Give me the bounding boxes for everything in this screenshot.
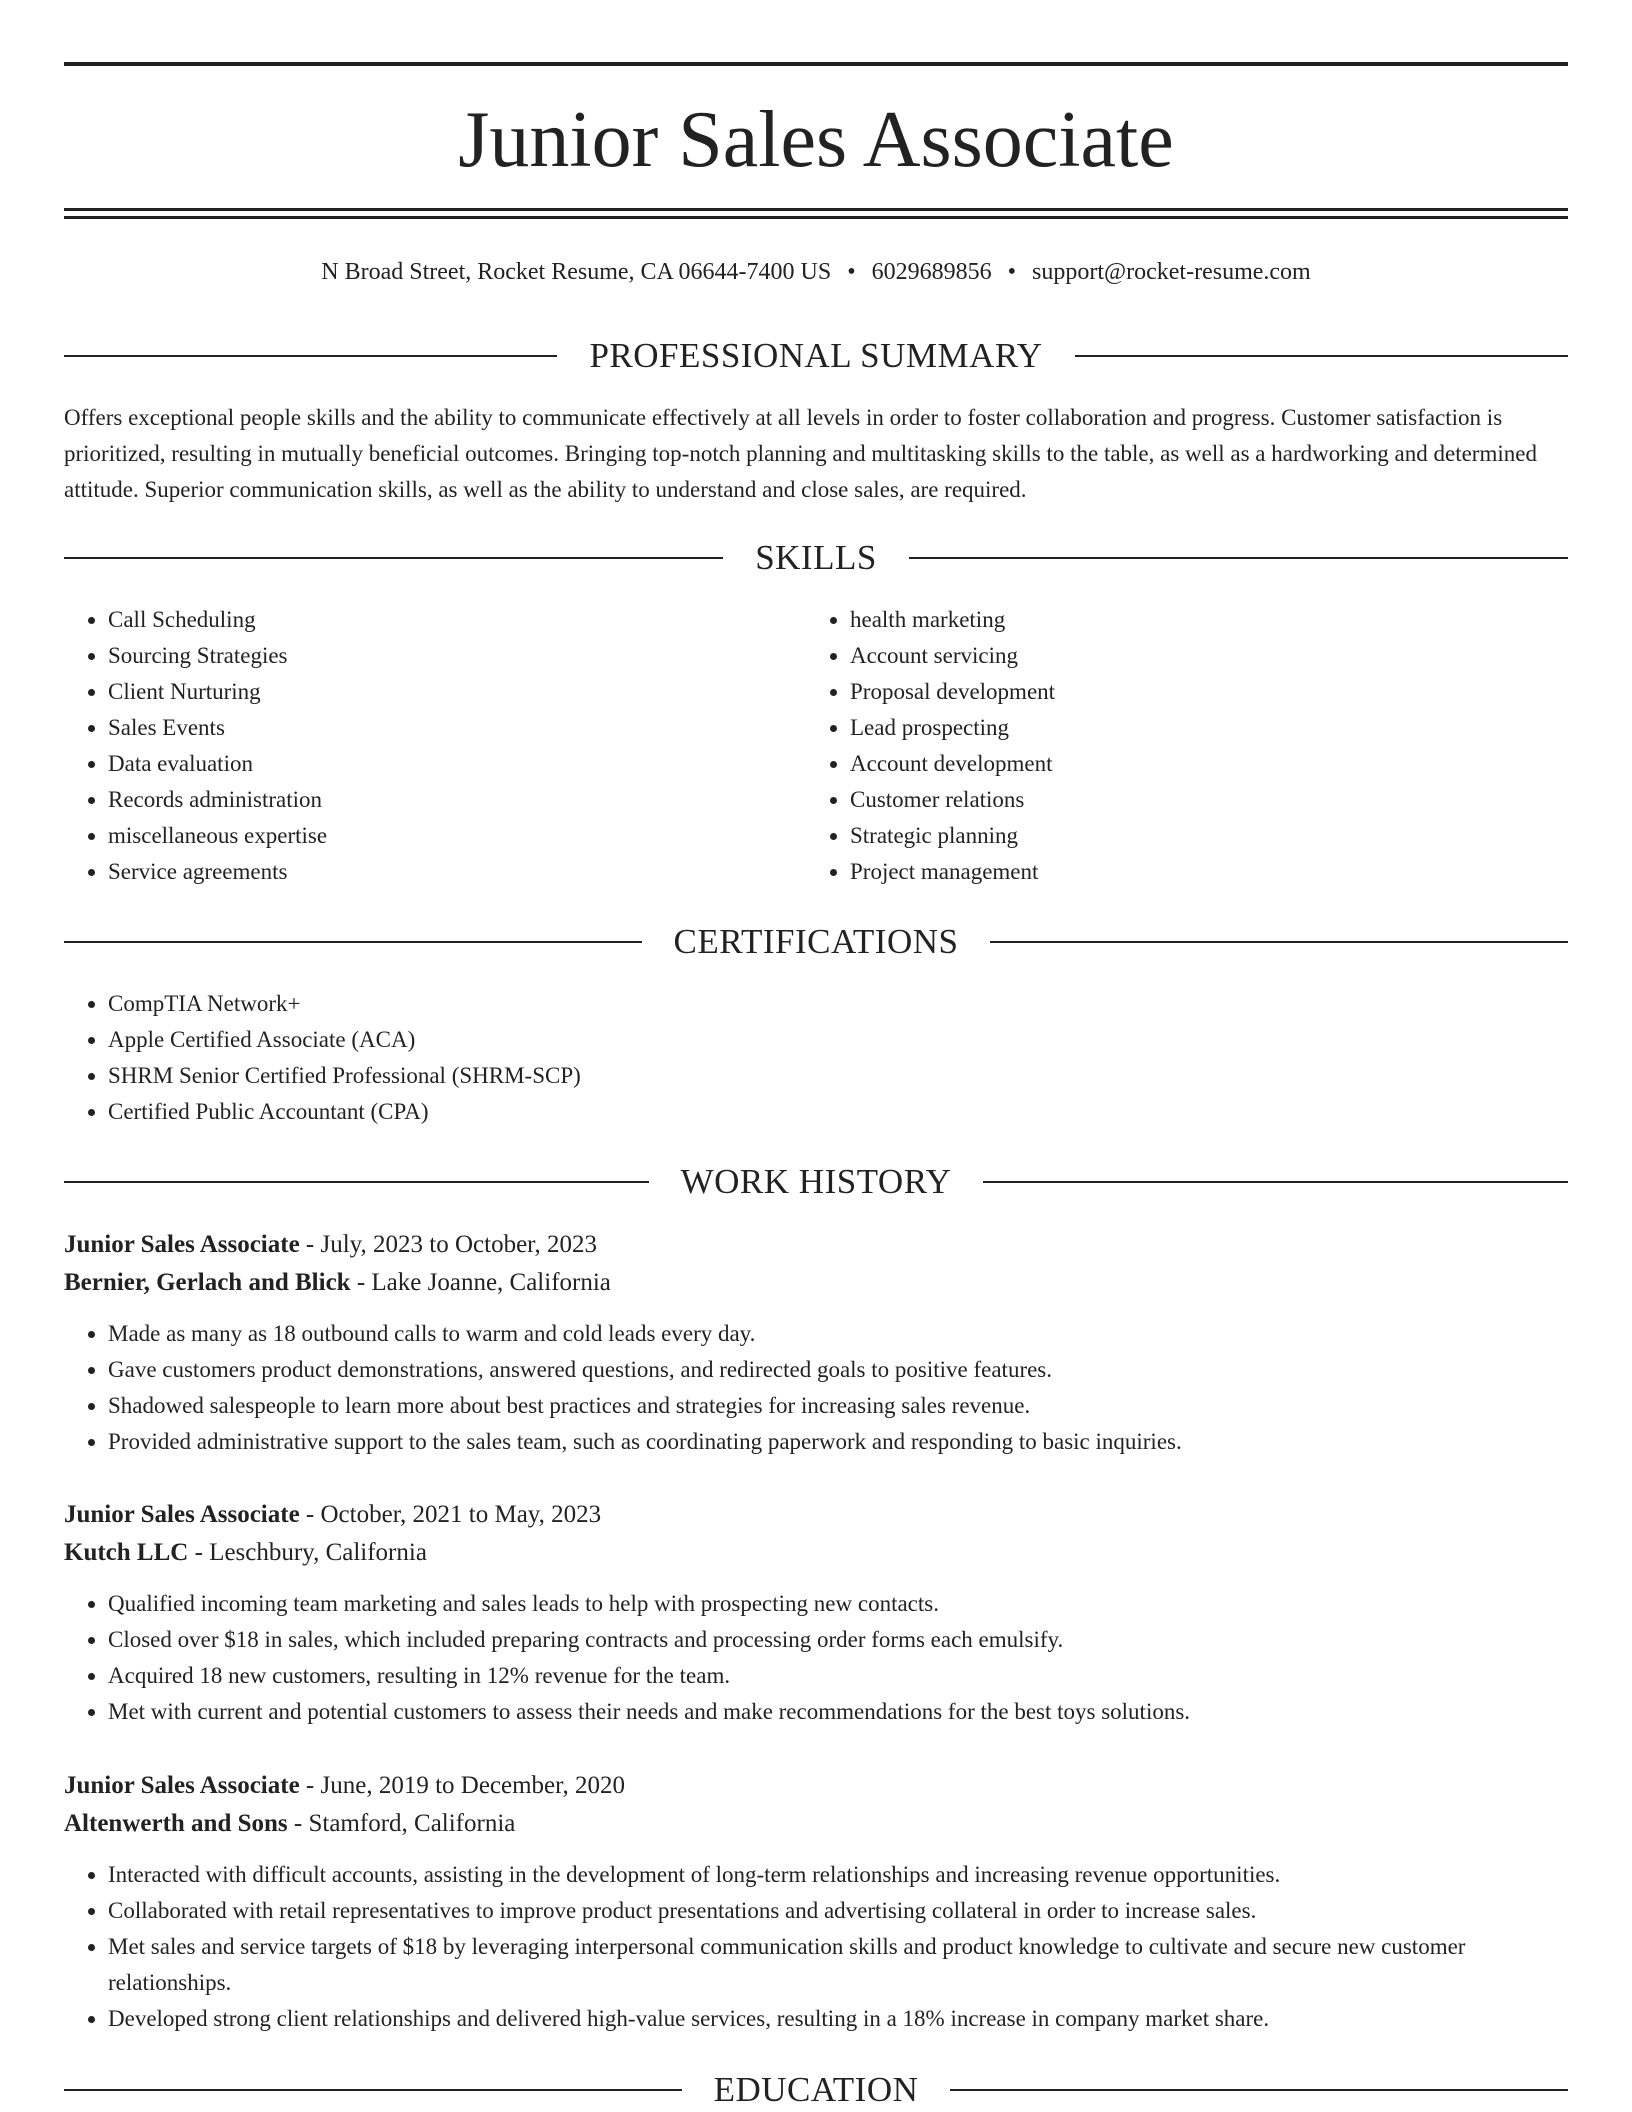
heading-rule [950, 2089, 1568, 2091]
section-heading-label: PROFESSIONAL SUMMARY [589, 336, 1043, 375]
section-heading-label: CERTIFICATIONS [673, 922, 959, 961]
certification-item: • CompTIA Network+ [108, 986, 1568, 1022]
heading-rule [64, 355, 557, 357]
section-heading-summary [64, 334, 1568, 378]
job-bullet: • Collaborated with retail representatives to improve product presentations and advertising collateral in order to increase sales. [108, 1893, 1568, 1929]
skill-item: • miscellaneous expertise [108, 818, 804, 854]
heading-rule [909, 557, 1568, 559]
skill-item: • Records administration [108, 782, 804, 818]
skill-item: • Call Scheduling [108, 602, 804, 638]
job-company: Bernier, Gerlach and Blick [64, 1269, 351, 1296]
job-title-line [64, 1767, 1568, 1805]
section-heading-skills [64, 536, 1568, 580]
job-bullet: • Met sales and service targets of $18 by leveraging interpersonal communication skills and product knowledge to cultivate and secure new customer relationships. [108, 1929, 1568, 2001]
skill-item: • Data evaluation [108, 746, 804, 782]
job-location: - Lake Joanne, California [350, 1269, 611, 1296]
job-title: Junior Sales Associate [64, 1501, 300, 1528]
skill-item: • health marketing [850, 602, 1546, 638]
heading-rule [64, 557, 723, 559]
contact-email: support@rocket-resume.com [1032, 259, 1311, 285]
job-bullets [64, 1586, 1568, 1730]
heading-rule [983, 1181, 1568, 1183]
certifications-list [64, 986, 1568, 1130]
job-bullet: • Acquired 18 new customers, resulting in 12% revenue for the team. [108, 1658, 1568, 1694]
section-heading-label: EDUCATION [713, 2070, 919, 2109]
header-double-rule-upper [64, 208, 1568, 211]
job-entry [64, 1496, 1568, 1730]
candidate-name: Junior Sales Associate [458, 96, 1174, 184]
job-bullet: • Made as many as 18 outbound calls to warm and cold leads every day. [108, 1316, 1568, 1352]
skill-item: • Client Nurturing [108, 674, 804, 710]
contact-separator: • [847, 259, 856, 285]
job-company-line [64, 1805, 1568, 1843]
job-dates: - June, 2019 to December, 2020 [299, 1772, 625, 1799]
skills-list-left [64, 602, 804, 890]
summary-text: Offers exceptional people skills and the ability to communicate effectively at all levels in order to foster collaboration and progress. Customer satisfaction is prioritized, resulting in mutually beneficial outcomes. Bringing top-notch planning and multitasking skills to the table, as well as a hardworking and determined attitude. Superior communication skills, as well as the ability to understand and close sales, are required. [64, 405, 1537, 502]
certification-item: • Apple Certified Associate (ACA) [108, 1022, 1568, 1058]
skill-item: • Service agreements [108, 854, 804, 890]
job-bullet: • Closed over $18 in sales, which included preparing contracts and processing order forms each emulsify. [108, 1622, 1568, 1658]
heading-rule [64, 1181, 649, 1183]
job-title-line [64, 1496, 1568, 1534]
job-company: Altenwerth and Sons [64, 1810, 288, 1837]
skill-item: • Account servicing [850, 638, 1546, 674]
contact-separator: • [1007, 259, 1017, 285]
top-rule [64, 62, 1568, 66]
skill-item: • Customer relations [850, 782, 1546, 818]
certification-item: • SHRM Senior Certified Professional (SHRM-SCP) [108, 1058, 1568, 1094]
job-company-line [64, 1534, 1568, 1572]
job-bullet: • Developed strong client relationships and delivered high-value services, resulting in a 18% increase in company market share. [108, 2001, 1568, 2037]
contact-address: N Broad Street, Rocket Resume, CA 06644-7400 US [321, 259, 832, 285]
job-bullets [64, 1316, 1568, 1460]
job-entry [64, 1226, 1568, 1460]
job-entry [64, 1767, 1568, 2037]
job-dates: - July, 2023 to October, 2023 [299, 1231, 598, 1258]
heading-rule [64, 941, 642, 943]
skill-item: • Sales Events [108, 710, 804, 746]
job-location: - Leschbury, California [188, 1539, 427, 1566]
job-bullet: • Met with current and potential customers to assess their needs and make recommendations for the best toys solutions. [108, 1694, 1568, 1730]
skill-item: • Lead prospecting [850, 710, 1546, 746]
contact-phone: 6029689856 [871, 259, 992, 285]
skills-column-left [64, 602, 804, 890]
job-title: Junior Sales Associate [64, 1772, 300, 1799]
skill-item: • Project management [850, 854, 1546, 890]
contact-line [64, 254, 1568, 290]
job-bullet: • Shadowed salespeople to learn more about best practices and strategies for increasing sales revenue. [108, 1388, 1568, 1424]
job-company: Kutch LLC [64, 1539, 189, 1566]
job-bullet: • Interacted with difficult accounts, assisting in the development of long-term relationships and increasing revenue opportunities. [108, 1857, 1568, 1893]
skill-item: • Proposal development [850, 674, 1546, 710]
section-heading-label: SKILLS [755, 538, 877, 577]
skill-item: • Strategic planning [850, 818, 1546, 854]
job-bullets [64, 1857, 1568, 2037]
heading-rule [990, 941, 1568, 943]
skills-list-right [806, 602, 1546, 890]
heading-rule [1075, 355, 1568, 357]
certifications-block [64, 986, 1568, 1130]
section-heading-certifications [64, 920, 1568, 964]
job-bullet: • Qualified incoming team marketing and sales leads to help with prospecting new contacts. [108, 1586, 1568, 1622]
certification-item: • Certified Public Accountant (CPA) [108, 1094, 1568, 1130]
section-heading-work-history [64, 1160, 1568, 1204]
heading-rule [64, 2089, 682, 2091]
skill-item: • Sourcing Strategies [108, 638, 804, 674]
job-bullet: • Provided administrative support to the sales team, such as coordinating paperwork and responding to basic inquiries. [108, 1424, 1568, 1460]
header-double-rule-lower [64, 216, 1568, 219]
job-location: - Stamford, California [287, 1810, 516, 1837]
job-dates: - October, 2021 to May, 2023 [299, 1501, 602, 1528]
job-company-line [64, 1264, 1568, 1302]
job-bullet: • Gave customers product demonstrations, answered questions, and redirected goals to positive features. [108, 1352, 1568, 1388]
skills-column-right [806, 602, 1546, 890]
skill-item: • Account development [850, 746, 1546, 782]
job-title: Junior Sales Associate [64, 1231, 300, 1258]
section-heading-label: WORK HISTORY [680, 1162, 952, 1201]
section-heading-education [64, 2068, 1568, 2112]
job-title-line [64, 1226, 1568, 1264]
